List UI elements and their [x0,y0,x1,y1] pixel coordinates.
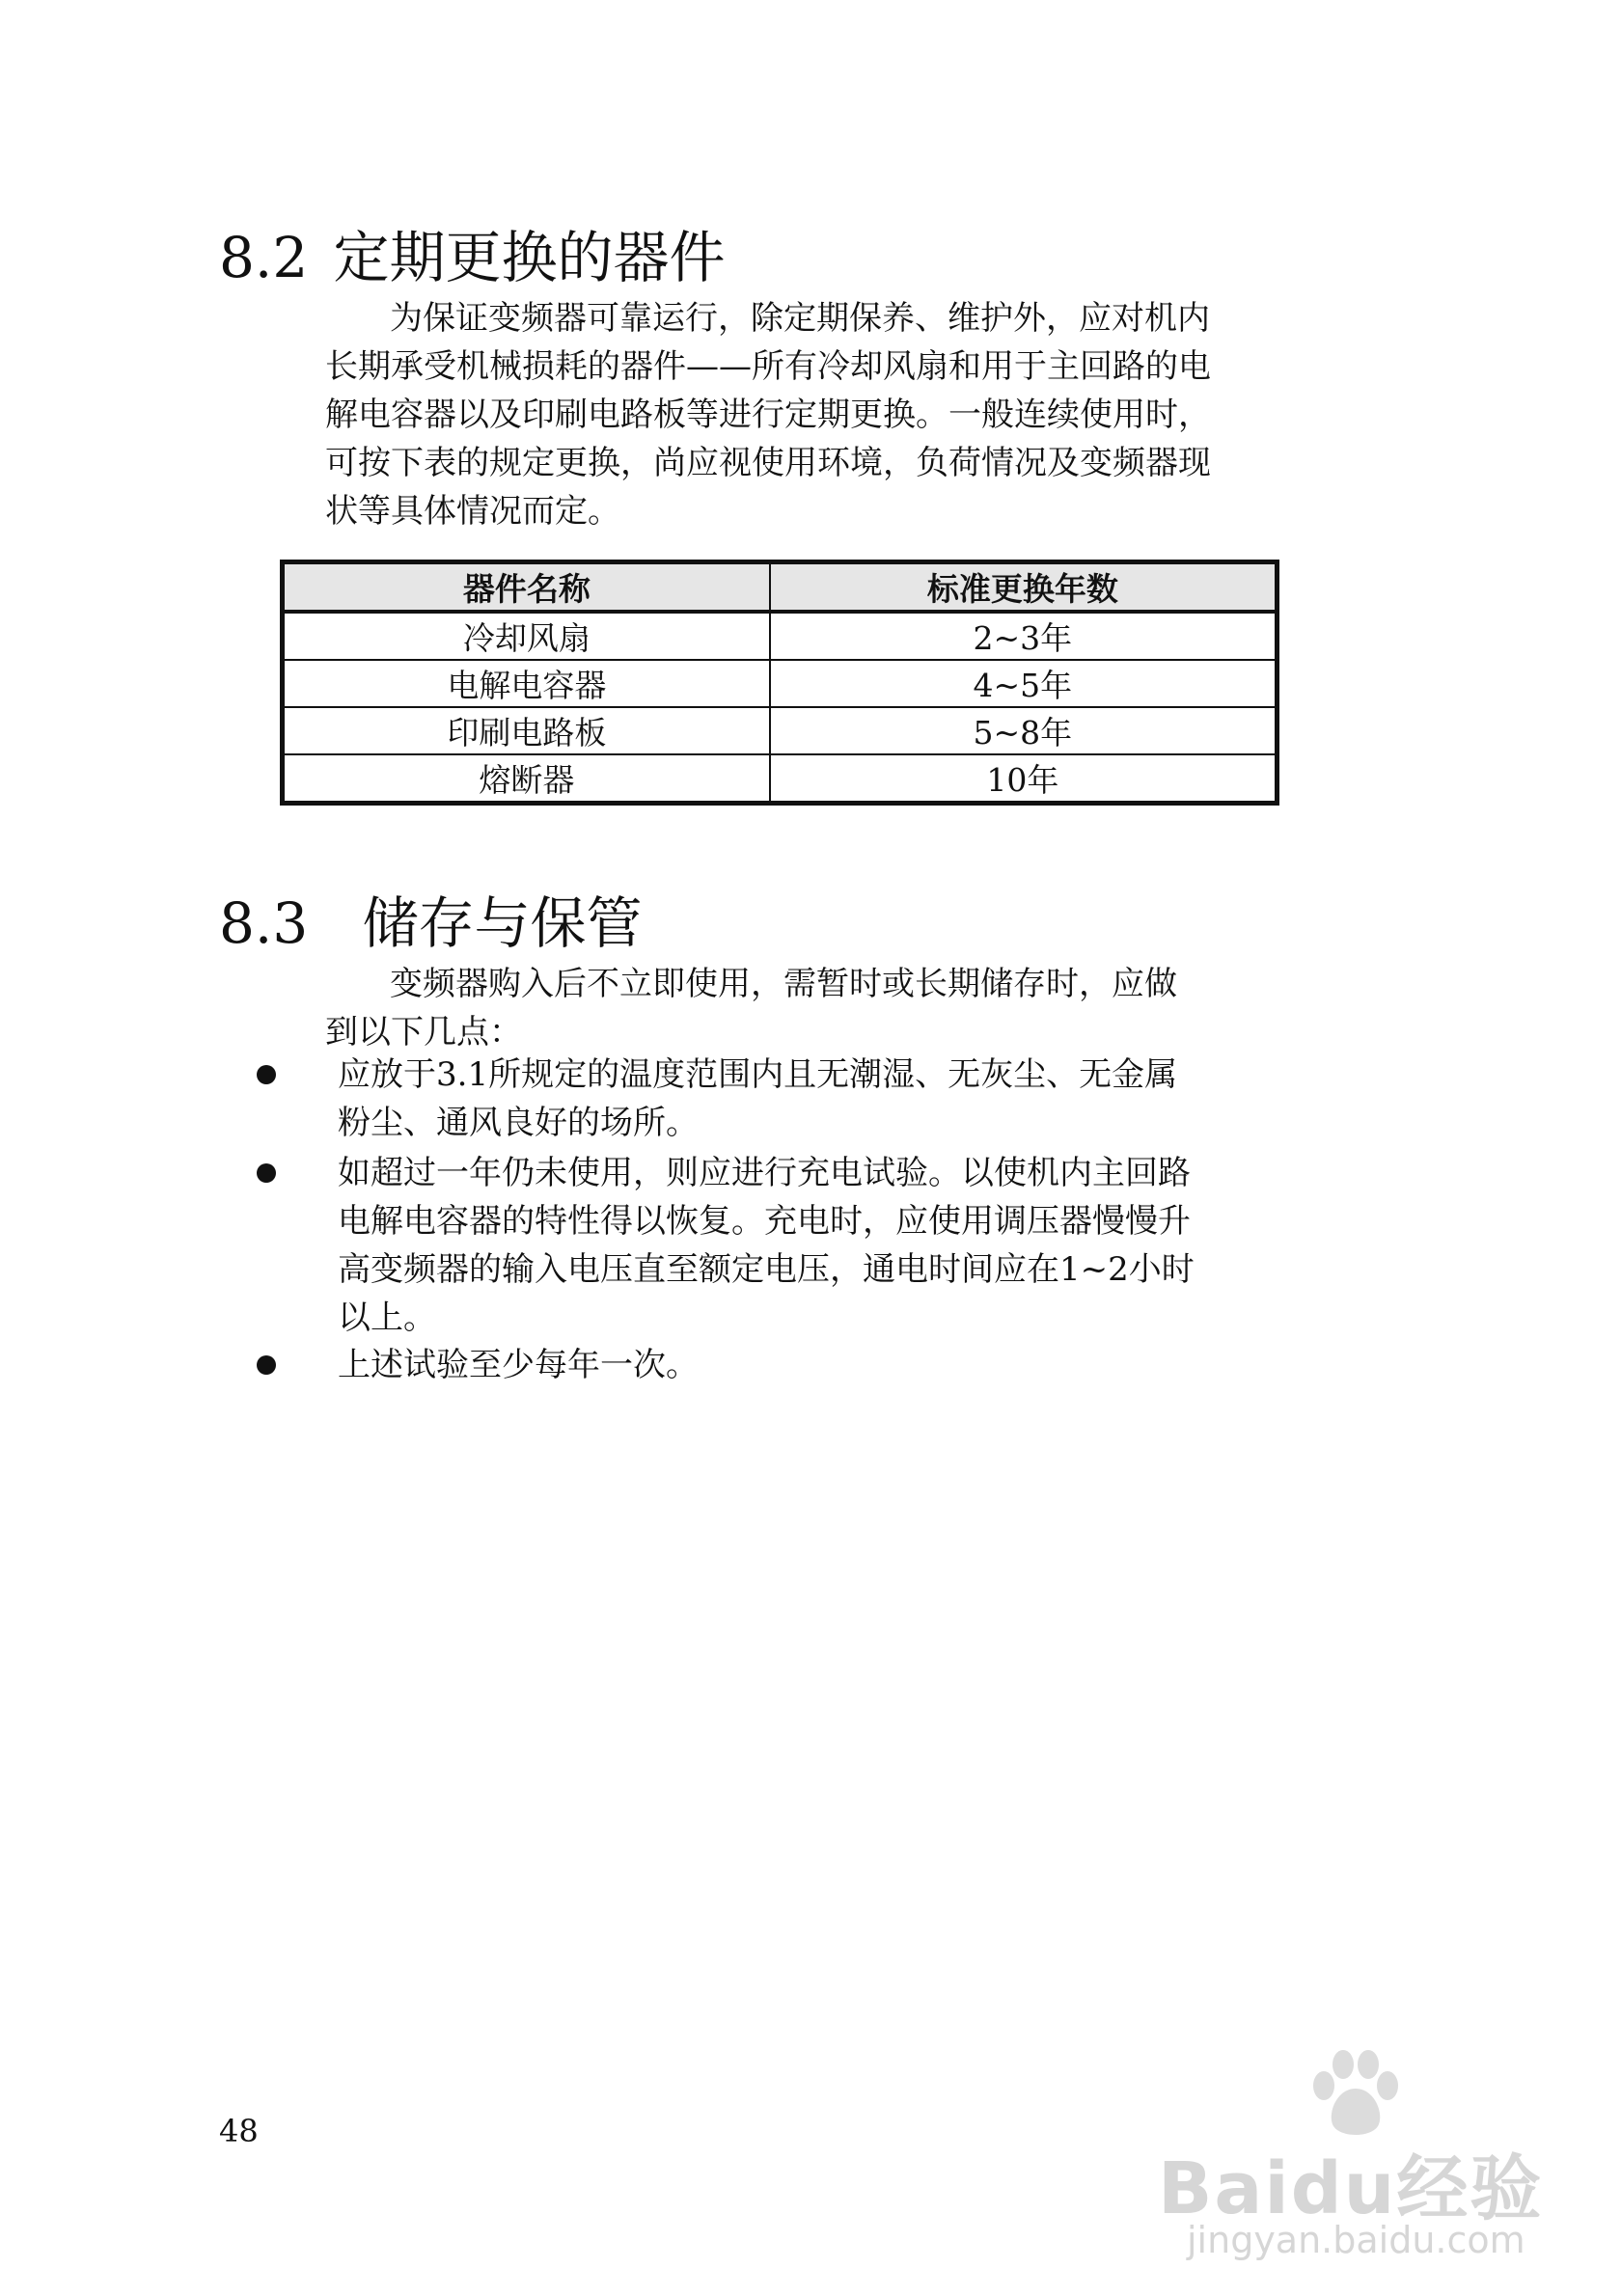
table-cell-component: 印刷电路板 [283,707,770,754]
paragraph-line: 解电容器以及印刷电路板等进行定期更换。一般连续使用时， [325,396,1211,434]
paragraph-line: 到以下几点： [325,1013,522,1052]
paragraph-line: 可按下表的规定更换，尚应视使用环境，负荷情况及变频器现 [325,444,1211,482]
table-header-row [283,562,1278,613]
bullet-line: 上述试验至少每年一次。 [338,1346,699,1384]
bullet-line: 粉尘、通风良好的场所。 [338,1104,699,1142]
baidu-jingyan-watermark [1148,2045,1573,2267]
page-number: 48 [219,2113,259,2149]
table-row [283,660,1278,707]
section-8-3-heading [219,889,642,957]
column-header-years: 标准更换年数 [770,562,1278,613]
bullet-dot [257,1355,276,1375]
section-title: 定期更换的器件 [333,225,726,290]
table-cell-years: 2~3年 [770,612,1278,660]
bullet-item [338,1051,1177,1147]
watermark-brand: Baidu经验 [1158,2147,1544,2230]
table-cell-component: 冷却风扇 [283,612,770,660]
bullet-item [338,1341,699,1389]
table-cell-component: 熔断器 [283,754,770,804]
bullet-line: 以上。 [338,1298,436,1337]
section-8-2-heading [219,224,725,291]
bullet-item [338,1149,1195,1342]
table-cell-component: 电解电容器 [283,660,770,707]
table-row [283,754,1278,804]
table-cell-years: 4~5年 [770,660,1278,707]
section-number: 8.2 [219,225,309,290]
paragraph-line: 长期承受机械损耗的器件——所有冷却风扇和用于主回路的电 [325,347,1211,386]
paw-logo-icon [1303,2045,1409,2142]
table-cell-years: 5~8年 [770,707,1278,754]
bullet-line: 电解电容器的特性得以恢复。充电时，应使用调压器慢慢升 [338,1202,1191,1241]
section-8-3-intro [325,960,1177,1056]
bullet-dot [257,1065,276,1084]
paragraph-line: 为保证变频器可靠运行，除定期保养、维护外，应对机内 [390,299,1210,338]
table-row [283,612,1278,660]
section-title: 储存与保管 [362,890,643,956]
section-8-2-paragraph [325,294,1211,535]
table-cell-years: 10年 [770,754,1278,804]
watermark-url: jingyan.baidu.com [1187,2219,1525,2261]
bullet-dot [257,1163,276,1183]
table-row [283,707,1278,754]
bullet-line: 如超过一年仍未使用，则应进行充电试验。以使机内主回路 [338,1154,1191,1192]
bullet-line: 高变频器的输入电压直至额定电压，通电时间应在1~2小时 [338,1250,1195,1289]
column-header-component: 器件名称 [283,562,770,613]
paragraph-line: 状等具体情况而定。 [325,492,620,531]
section-number: 8.3 [219,890,309,956]
paragraph-line: 变频器购入后不立即使用，需暂时或长期储存时，应做 [390,965,1177,1003]
replacement-table [280,560,1279,806]
bullet-line: 应放于3.1所规定的温度范围内且无潮湿、无灰尘、无金属 [338,1055,1178,1094]
